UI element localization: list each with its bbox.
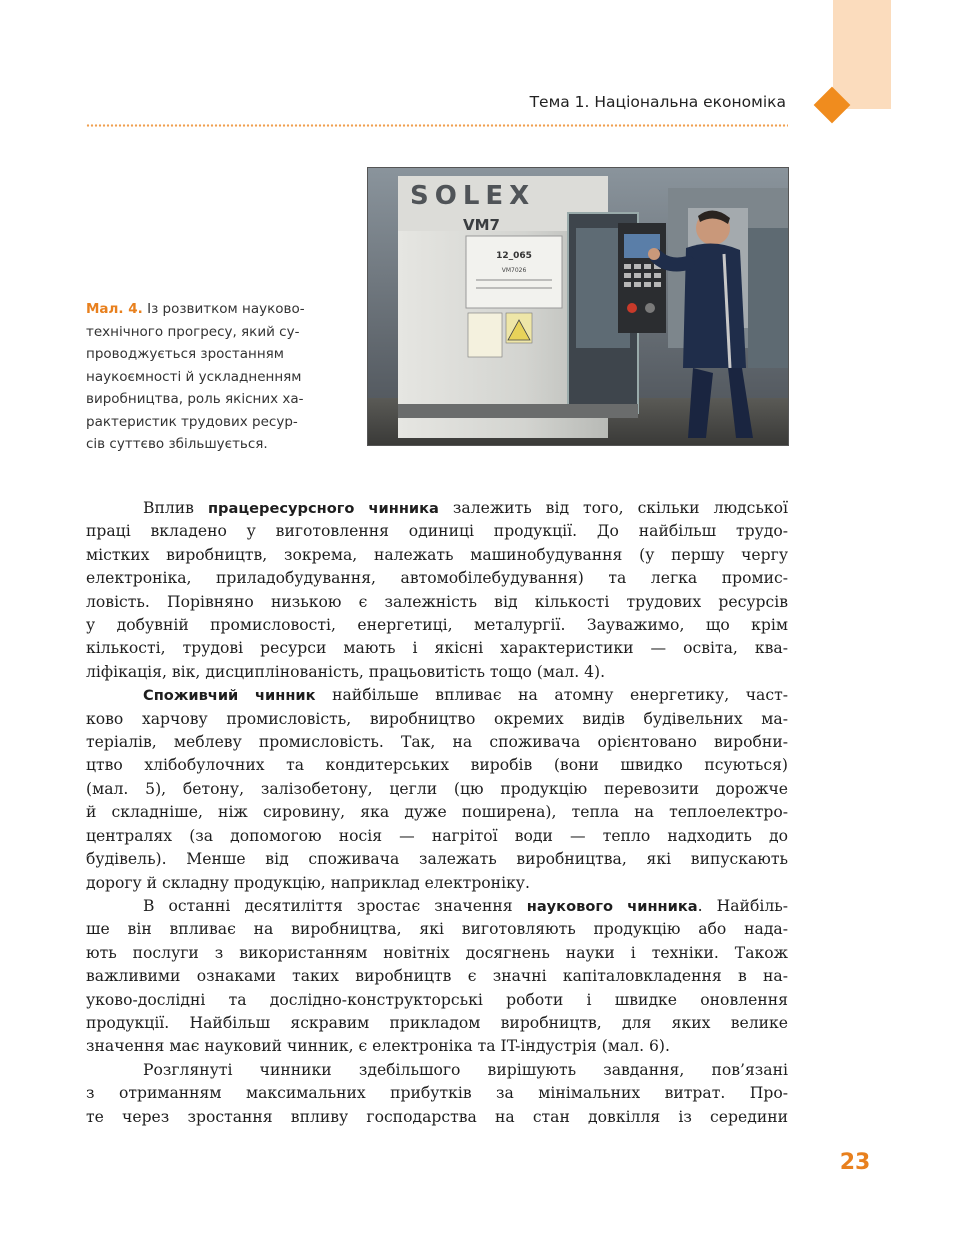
- caption-line: технічного прогресу, який су-: [86, 323, 300, 340]
- keyword-science-factor: наукового чинника: [526, 897, 698, 915]
- header-dotted-rule: [86, 123, 788, 128]
- caption-label: Мал. 4.: [86, 301, 143, 317]
- paragraph-line: ють послуги з використанням новітніх досягнень науки і техніки. Також: [86, 943, 788, 962]
- paragraph-line: й складніше, ніж сировину, яка дуже поширена), тепла на теплоелектро-: [86, 803, 788, 822]
- paragraph-line: важливими ознаками таких виробництв є значні капіталовкладення в на-: [86, 967, 788, 986]
- keyword-labor-factor: працересурсного чинника: [207, 500, 439, 517]
- caption-line: виробництва, роль якісних ха-: [86, 391, 304, 407]
- text-fragment: . Найбіль-: [697, 896, 788, 915]
- paragraph-line: дорогу й складну продукцію, наприклад електроніку.: [86, 873, 530, 892]
- paragraph-line: [86, 895, 788, 918]
- machine-model-text: VM7: [463, 216, 500, 234]
- corner-tab: [833, 0, 891, 109]
- paragraph-line: електроніка, приладобудування, автомобілебудування) та легка промис-: [86, 569, 788, 588]
- page-header-title: Тема 1. Національна економіка: [529, 93, 786, 111]
- paragraph-line: цтво хлібобулочних та кондитерських виробів (вони швидко псуються): [86, 756, 788, 775]
- paragraph-line: уково-дослідні та дослідно-конструкторські роботи і швидке оновлення: [86, 990, 788, 1009]
- paragraph-line: значення має науковий чинник, є електроніка та IT-індустрія (мал. 6).: [86, 1037, 670, 1056]
- caption-line: проводжується зростанням: [86, 346, 284, 362]
- text-fragment: В останні десятиліття зростає значення: [143, 896, 527, 915]
- paragraph-line: ловість. Порівняно низькою є залежність від кількості трудових ресурсів: [86, 592, 788, 611]
- paragraph-line: ше він впливає на виробництва, які виготовляють продукцію або нада-: [86, 920, 788, 939]
- text-fragment: Вплив: [143, 499, 208, 517]
- paragraph-line: кількості, трудові ресурси мають і якісні характеристики — освіта, ква-: [86, 639, 788, 658]
- paragraph-line: [86, 497, 788, 520]
- caption-line: наукоємності й ускладненням: [86, 368, 302, 385]
- caption-text: Із розвитком науково-: [142, 301, 305, 317]
- main-body-text: [86, 497, 788, 1129]
- text-fragment: найбільше впливає на атомну енергетику, част-: [315, 686, 788, 705]
- machine-brand-text: SOLEX: [410, 181, 536, 211]
- caption-line: рактеристик трудових ресур-: [86, 413, 298, 430]
- keyword-consumer-factor: Споживчий чинник: [143, 687, 316, 705]
- paragraph-line: праці вкладено у виготовлення одиниці продукції. До найбільш трудо-: [86, 522, 788, 541]
- caption-line: сів суттєво збільшується.: [86, 436, 268, 452]
- figure-caption: [86, 298, 346, 456]
- page-number: 23: [839, 1150, 871, 1175]
- paragraph-line: будівель). Менше від споживача залежать виробництва, які випускають: [86, 850, 788, 869]
- paragraph-line: ково харчову промисловість, виробництво окремих видів будівельних ма-: [86, 709, 788, 728]
- paragraph-line: у добувній промисловості, енергетиці, металургії. Зауважимо, що крім: [86, 616, 788, 635]
- tag-number-text: 12_065: [496, 251, 532, 261]
- paragraph-line: Розглянуті чинники здебільшого вирішують завдання, пов’язані: [143, 1060, 788, 1079]
- paragraph-line: містких виробництв, зокрема, належать машинобудування (у першу чергу: [86, 545, 788, 564]
- paragraph-line: те через зростання впливу господарства на стан довкілля із середини: [86, 1107, 788, 1126]
- paragraph-line: теріалів, меблеву промисловість. Так, на споживача орієнтовано виробни-: [86, 733, 788, 752]
- paragraph-line: централях (за допомогою носія — нагрітої води — тепло надходить до: [86, 826, 788, 845]
- paragraph-line: (мал. 5), бетону, залізобетону, цегли (цю продукцію перевозити дорожче: [86, 779, 788, 798]
- caption-line: [86, 298, 346, 321]
- paragraph-line: продукції. Найбільш яскравим прикладом виробництв, для яких велике: [86, 1013, 788, 1032]
- text-fragment: залежить від того, скільки людської: [438, 499, 788, 517]
- paragraph-line: з отриманням максимальних прибутків за мінімальних витрат. Про-: [86, 1084, 788, 1103]
- figure-photo: [367, 167, 789, 446]
- paragraph-line: [86, 684, 788, 707]
- paragraph-line: ліфікація, вік, дисциплінованість, працьовитість тощо (мал. 4).: [86, 662, 606, 681]
- tag-model-text: VM7026: [501, 267, 527, 274]
- cnc-machine-photo: [368, 168, 788, 445]
